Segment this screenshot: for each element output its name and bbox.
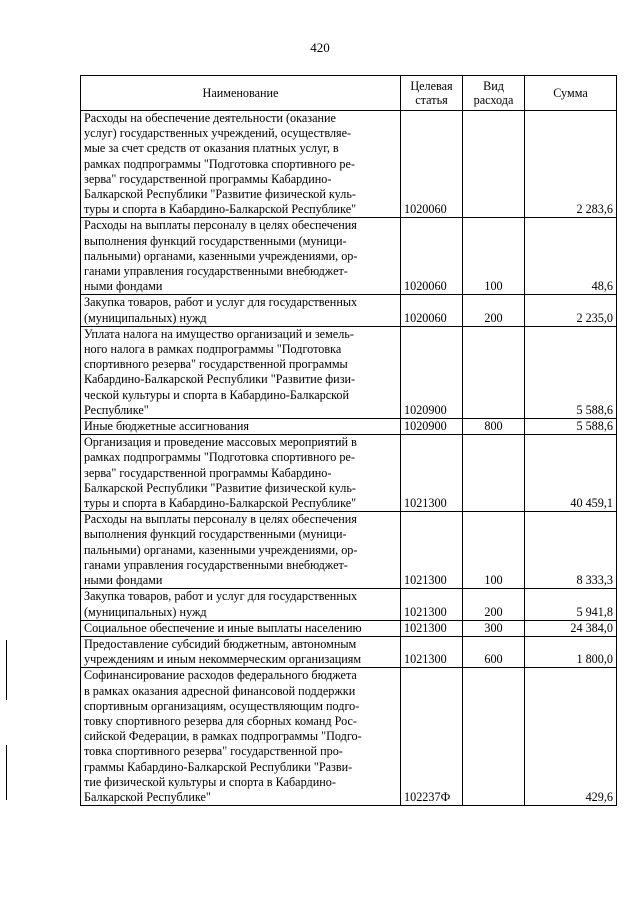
row-name-line: (муниципальных) нужд [84, 604, 207, 619]
header-article: Целевая статья [401, 76, 463, 111]
row-name-line: сийской Федерации, в рамках подпрограммы "Подго- [84, 729, 362, 744]
row-name-line: Организация и проведение массовых мероприятий в [84, 435, 357, 450]
row-name-line: товку спортивного резерва для сборных команд Рос- [84, 713, 357, 728]
row-sum: 2 235,0 [525, 295, 617, 326]
row-sum: 24 384,0 [525, 620, 617, 636]
page-number: 420 [310, 40, 330, 55]
row-name-line: мые за счет средств от оказания платных услуг, в [84, 141, 339, 156]
table-row [81, 636, 617, 667]
row-sum: 2 283,6 [525, 111, 617, 218]
row-name-line: Балкарской Республике" [84, 789, 211, 804]
row-name-line: пальными) органами, казенными учреждениями, ор- [84, 248, 358, 263]
row-article: 1021300 [401, 636, 463, 667]
row-name [81, 326, 401, 418]
row-name [81, 668, 401, 806]
row-kind [463, 435, 525, 512]
row-name [81, 218, 401, 295]
row-sum: 5 588,6 [525, 419, 617, 435]
row-kind [463, 111, 525, 218]
row-kind [463, 668, 525, 806]
row-article: 1021300 [401, 620, 463, 636]
margin-mark [6, 640, 7, 700]
table-row [81, 435, 617, 512]
row-name-line: Предоставление субсидий бюджетным, автономным [84, 636, 357, 651]
row-name-line: Республике" [84, 402, 149, 417]
row-name-line: Расходы на выплаты персоналу в целях обеспечения [84, 512, 357, 527]
row-name-line: пальными) органами, казенными учреждениями, ор- [84, 542, 358, 557]
row-name-line: граммы Кабардино-Балкарской Республики "Разви- [84, 759, 353, 774]
row-article: 1021300 [401, 589, 463, 620]
row-name-line: (муниципальных) нужд [84, 310, 207, 325]
row-name [81, 620, 401, 636]
row-name-line: выполнения функций государственными (муници- [84, 527, 347, 542]
row-name-line: учреждениям и иным некоммерческим организациям [84, 652, 362, 667]
table-row [81, 111, 617, 218]
row-name-line: услуг) государственных учреждений, осуществляе- [84, 126, 352, 141]
row-name-line: Балкарской Республики "Развитие физической куль- [84, 480, 356, 495]
row-article: 1020060 [401, 218, 463, 295]
row-name-line: товка спортивного резерва" государственной про- [84, 744, 343, 759]
row-name-line: ного налога в рамках подпрограммы "Подготовка [84, 342, 342, 357]
row-name-line: Расходы на выплаты персоналу в целях обеспечения [84, 218, 357, 233]
row-article: 1020900 [401, 419, 463, 435]
row-kind: 800 [463, 419, 525, 435]
margin-mark [6, 745, 7, 800]
row-name [81, 295, 401, 326]
row-article: 1020060 [401, 295, 463, 326]
row-sum: 48,6 [525, 218, 617, 295]
row-article: 1020060 [401, 111, 463, 218]
row-name-line: в рамках оказания адресной финансовой поддержки [84, 683, 356, 698]
row-kind: 100 [463, 512, 525, 589]
row-name-line: тие физической культуры и спорта в Кабардино- [84, 774, 336, 789]
row-name-line: Кабардино-Балкарской Республики "Развитие физи- [84, 372, 356, 387]
row-name [81, 435, 401, 512]
table-row [81, 620, 617, 636]
row-name-line: Иные бюджетные ассигнования [84, 419, 250, 434]
row-name-line: Уплата налога на имущество организаций и земель- [84, 326, 354, 341]
row-name-line: спортивным организациям, осуществляющим подго- [84, 698, 360, 713]
row-article: 1021300 [401, 435, 463, 512]
row-name-line: зерва" государственной программы Кабардино- [84, 171, 332, 186]
row-name [81, 419, 401, 435]
table-row [81, 668, 617, 806]
row-name-line: ными фондами [84, 573, 163, 588]
row-name-line: туры и спорта в Кабардино-Балкарской Республике" [84, 202, 357, 217]
row-name-line: ческой культуры и спорта в Кабардино-Балкарской [84, 387, 350, 402]
row-kind: 200 [463, 589, 525, 620]
header-name: Наименование [81, 76, 401, 111]
row-name-line: Расходы на обеспечение деятельности (оказание [84, 111, 336, 125]
row-sum: 1 800,0 [525, 636, 617, 667]
row-name-line: Социальное обеспечение и иные выплаты населению [84, 620, 362, 635]
row-sum: 5 941,8 [525, 589, 617, 620]
row-name [81, 512, 401, 589]
row-kind: 300 [463, 620, 525, 636]
row-sum: 40 459,1 [525, 435, 617, 512]
row-name-line: ганами управления государственными внебюджет- [84, 264, 348, 279]
table-header-row [81, 76, 617, 111]
row-name [81, 589, 401, 620]
row-sum: 8 333,3 [525, 512, 617, 589]
table-row [81, 512, 617, 589]
row-name-line: Софинансирование расходов федерального бюджета [84, 668, 357, 683]
table-row [81, 589, 617, 620]
row-article: 1021300 [401, 512, 463, 589]
header-kind: Вид расхода [463, 76, 525, 111]
row-kind [463, 326, 525, 418]
budget-table [80, 75, 617, 806]
row-kind: 100 [463, 218, 525, 295]
row-name-line: туры и спорта в Кабардино-Балкарской Республике" [84, 496, 357, 511]
row-name-line: Балкарской Республики "Развитие физической куль- [84, 187, 356, 202]
row-sum: 5 588,6 [525, 326, 617, 418]
table-row [81, 326, 617, 418]
row-name [81, 636, 401, 667]
row-name-line: рамках подпрограммы "Подготовка спортивного ре- [84, 450, 355, 465]
row-name-line: Закупка товаров, работ и услуг для государственных [84, 589, 358, 604]
row-name-line: рамках подпрограммы "Подготовка спортивного ре- [84, 156, 355, 171]
row-name-line: ными фондами [84, 279, 163, 294]
row-name-line: зерва" государственной программы Кабардино- [84, 465, 332, 480]
row-kind: 200 [463, 295, 525, 326]
row-name [81, 111, 401, 218]
row-name-line: ганами управления государственными внебюджет- [84, 557, 348, 572]
row-article: 1020900 [401, 326, 463, 418]
row-name-line: Закупка товаров, работ и услуг для государственных [84, 295, 358, 310]
header-sum: Сумма [525, 76, 617, 111]
row-name-line: спортивного резерва" государственной программы [84, 357, 348, 372]
row-kind: 600 [463, 636, 525, 667]
table-row [81, 419, 617, 435]
table-row [81, 218, 617, 295]
row-article: 102237Ф [401, 668, 463, 806]
table-row [81, 295, 617, 326]
row-sum: 429,6 [525, 668, 617, 806]
row-name-line: выполнения функций государственными (муници- [84, 233, 347, 248]
